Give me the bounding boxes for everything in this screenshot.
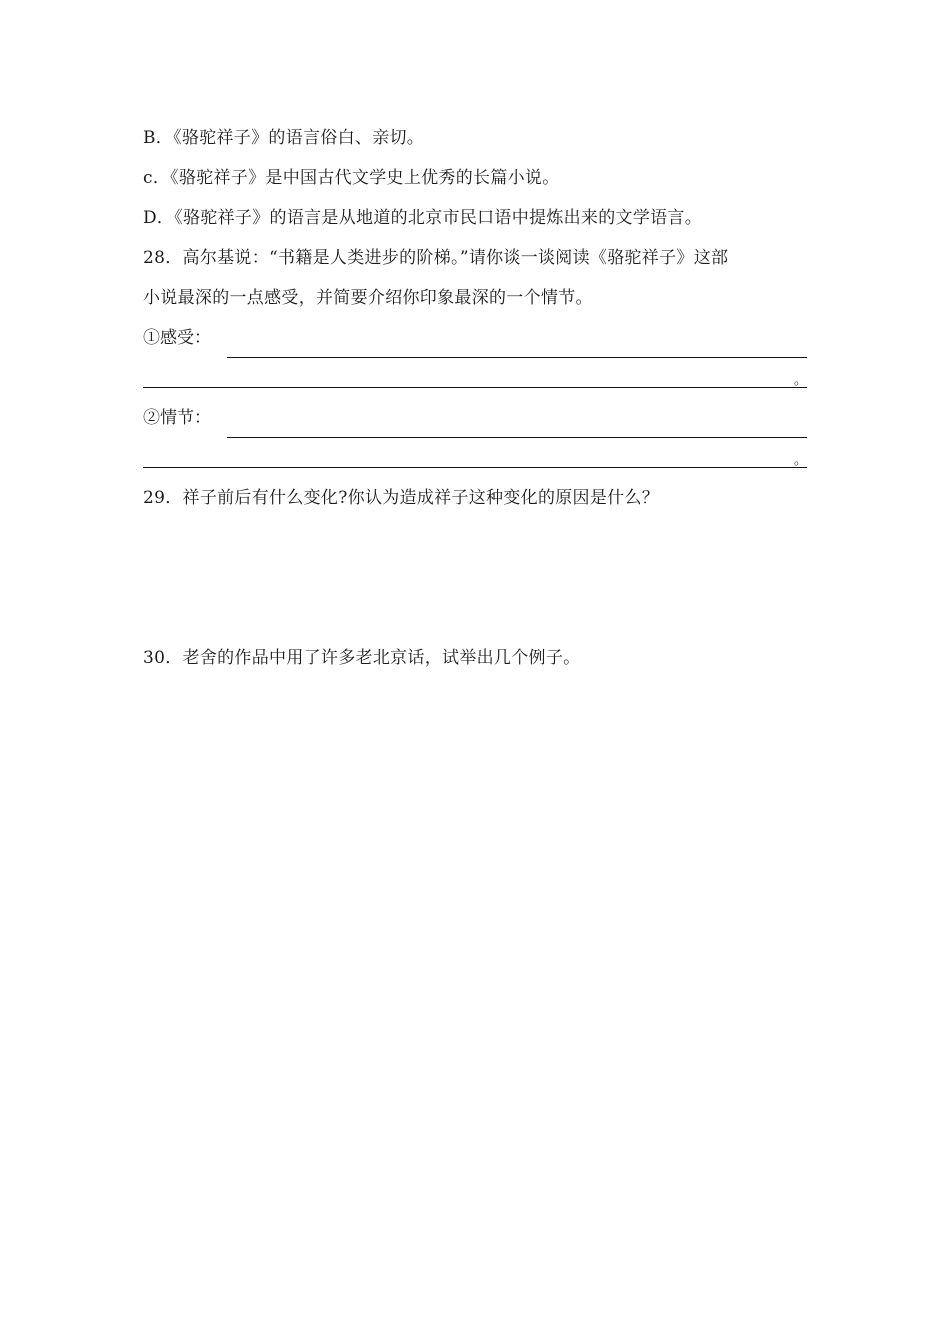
feeling-label: ①感受： — [143, 328, 211, 348]
feeling-end-mark: 。 — [794, 373, 808, 388]
question-28-line-1: 28．高尔基说：“书籍是人类进步的阶梯。”请你谈一谈阅读《骆驼祥子》这部 — [143, 248, 729, 268]
plot-answer-line-2[interactable] — [143, 467, 807, 468]
option-d: D．《骆驼祥子》的语言是从地道的北京市民口语中提炼出来的文学语言。 — [143, 208, 703, 228]
plot-end-mark: 。 — [794, 453, 808, 468]
feeling-answer-row — [143, 327, 807, 349]
feeling-answer-line-2[interactable] — [143, 387, 807, 388]
option-b: B．《骆驼祥子》的语言俗白、亲切。 — [143, 128, 425, 148]
plot-answer-line[interactable] — [227, 437, 807, 438]
question-28-line-2: 小说最深的一点感受，并简要介绍你印象最深的一个情节。 — [143, 288, 593, 308]
question-29: 29．祥子前后有什么变化?你认为造成祥子这种变化的原因是什么？ — [143, 488, 660, 508]
question-30: 30．老舍的作品中用了许多老北京话，试举出几个例子。 — [143, 648, 581, 668]
option-c: c．《骆驼祥子》是中国古代文学史上优秀的长篇小说。 — [143, 168, 560, 188]
plot-label: ②情节： — [143, 408, 211, 428]
plot-answer-row — [143, 407, 807, 429]
feeling-answer-line[interactable] — [227, 357, 807, 358]
